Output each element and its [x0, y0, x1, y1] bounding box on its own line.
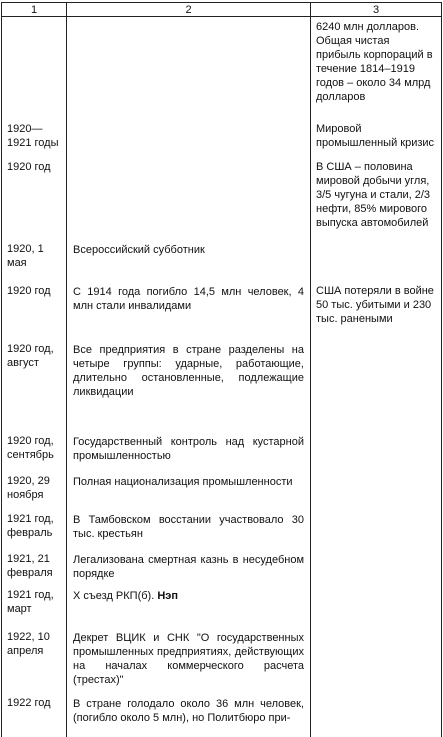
world-cell — [311, 239, 442, 281]
event-cell: С 1914 года погибло 14,5 млн человек, 4 млн стали инвалидами — [67, 281, 311, 339]
year-cell: 1920 год — [2, 157, 67, 239]
year-cell: 1920—1921 годы — [2, 119, 67, 157]
event-cell: Все предприятия в стране разделены на четыре группы: ударные, работающие, длительно остановленные, подлежащие ликвидации — [67, 339, 311, 431]
world-cell — [311, 693, 442, 737]
table-row — [2, 693, 442, 737]
table-row — [2, 627, 442, 693]
world-cell — [311, 627, 442, 693]
column-header-2: 2 — [67, 3, 311, 17]
year-cell: 1920 год, август — [2, 339, 67, 431]
table-row — [2, 471, 442, 509]
event-cell: Легализована смертная казнь в несудебном порядке — [67, 549, 311, 585]
event-cell — [67, 119, 311, 157]
world-cell: США потеряли в войне 50 тыс. убитыми и 230 тыс. ранеными — [311, 281, 442, 339]
world-cell: Мировой промышленный кризис — [311, 119, 442, 157]
year-cell: 1922 год — [2, 693, 67, 737]
world-cell — [311, 549, 442, 585]
year-cell: 1920 год — [2, 281, 67, 339]
event-cell: В стране голодало около 36 млн человек, (погибло около 5 млн), но Политбюро при- — [67, 693, 311, 737]
event-cell: Полная национализация промышленности — [67, 471, 311, 509]
year-cell: 1922, 10 апреля — [2, 627, 67, 693]
table-row — [2, 157, 442, 239]
world-cell: В США – половина мировой добычи угля, 3/5 чугуна и стали, 2/3 нефти, 85% мирового выпуска автомобилей — [311, 157, 442, 239]
world-cell — [311, 509, 442, 549]
year-cell — [2, 17, 67, 119]
event-cell: В Тамбовском восстании участвовало 30 тыс. крестьян — [67, 509, 311, 549]
table-row — [2, 339, 442, 431]
table-row — [2, 119, 442, 157]
table-row — [2, 281, 442, 339]
event-cell: Всероссийский субботник — [67, 239, 311, 281]
world-cell — [311, 339, 442, 431]
nep-bold-text: Нэп — [157, 589, 178, 602]
event-cell: Государственный контроль над кустарной промышленностью — [67, 431, 311, 471]
column-header-3: 3 — [311, 3, 442, 17]
event-cell — [67, 157, 311, 239]
chronology-table — [1, 2, 442, 737]
table-row — [2, 17, 442, 119]
column-header-1: 1 — [2, 3, 67, 17]
event-cell: Декрет ВЦИК и СНК "О государственных промышленных предприятиях, действующих на началах коммерческого расчета (трестах)" — [67, 627, 311, 693]
year-cell: 1921, 21 февраля — [2, 549, 67, 585]
year-cell: 1920 год, сентябрь — [2, 431, 67, 471]
event-cell — [67, 17, 311, 119]
header-row — [2, 3, 442, 17]
world-cell: 6240 млн долларов. Общая чистая прибыль корпораций в течение 1814–1919 годов – около 34 млрд долларов — [311, 17, 442, 119]
year-cell: 1921 год, февраль — [2, 509, 67, 549]
table-row — [2, 239, 442, 281]
table-row — [2, 509, 442, 549]
table-row — [2, 585, 442, 627]
world-cell — [311, 431, 442, 471]
year-cell: 1921 год, март — [2, 585, 67, 627]
world-cell — [311, 585, 442, 627]
table-row — [2, 431, 442, 471]
table-row — [2, 549, 442, 585]
event-text: X съезд РКП(б). — [73, 589, 155, 602]
event-cell — [67, 585, 311, 627]
year-cell: 1920, 1 мая — [2, 239, 67, 281]
world-cell — [311, 471, 442, 509]
year-cell: 1920, 29 ноября — [2, 471, 67, 509]
